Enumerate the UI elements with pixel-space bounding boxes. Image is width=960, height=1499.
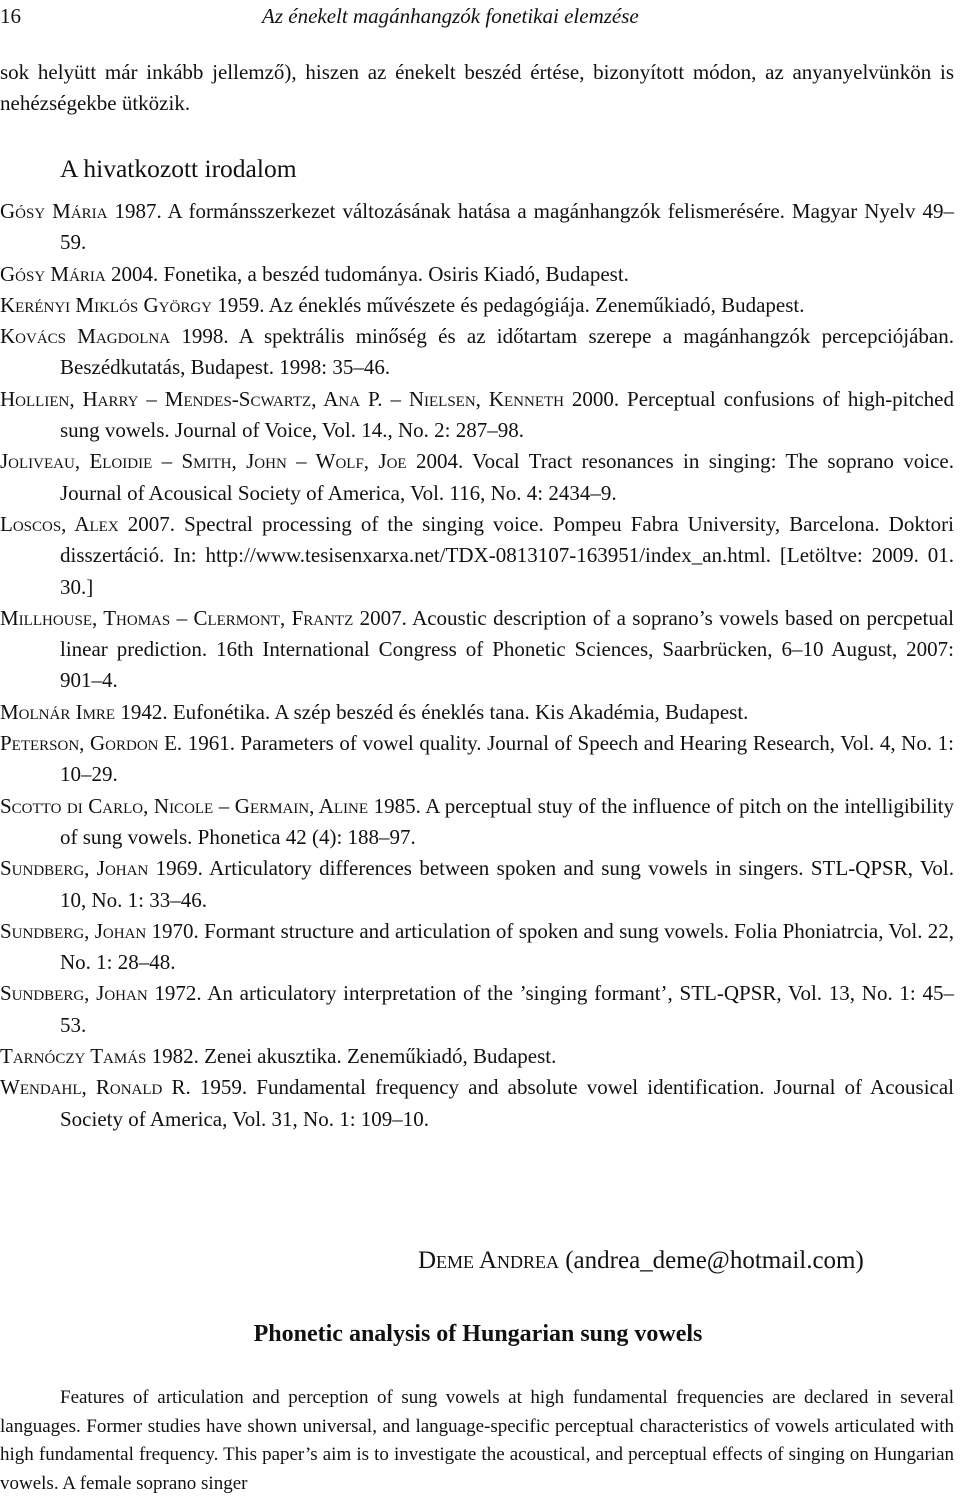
- reference-details: 1985. A perceptual stuy of the influence of pitch on the intelligibility of sung vowels. Phonetica 42 (4): 188–97.: [60, 793, 954, 849]
- reference-item: [0, 509, 954, 603]
- page-number: 16: [0, 4, 21, 28]
- reference-list: [0, 196, 954, 1135]
- reference-item: [0, 384, 954, 447]
- reference-details: 1970. Formant structure and articulation of spoken and sung vowels. Folia Phoniatrcia, Vol. 22, No. 1: 28–48.: [60, 918, 955, 975]
- reference-details: 1998. A spektrális minőség és az időtartam szerepe a magánhangzók percepciójában. Beszédkutatás, Budapest. 1998: 35–46.: [60, 324, 955, 380]
- reference-authors: Scotto di Carlo, Nicole – Germain, Aline: [0, 793, 369, 818]
- reference-authors: Sundberg, Johan: [0, 981, 148, 1006]
- reference-item: [0, 853, 954, 916]
- reference-details: 1959. Az éneklés művészete és pedagógiája. Zeneműkiadó, Budapest.: [212, 292, 805, 317]
- reference-details: 2000. Perceptual confusions of high-pitched sung vowels. Journal of Voice, Vol. 14., No. 2: 287–98.: [60, 386, 954, 443]
- reference-details: R. 1959. Fundamental frequency and absolute vowel identification. Journal of Acousical Society of America, Vol. 31, No. 1: 109–10.: [60, 1075, 954, 1131]
- running-header: [0, 2, 954, 32]
- reference-item: [0, 791, 954, 854]
- abstract-title: Phonetic analysis of Hungarian sung vowels: [253, 1321, 703, 1347]
- reference-authors: Hollien, Harry – Mendes-Scwartz, Ana P. – Nielsen, Kenneth: [0, 386, 564, 411]
- reference-details: 2004. Fonetika, a beszéd tudománya. Osiris Kiadó, Budapest.: [105, 261, 629, 286]
- reference-details: 1969. Articulatory differences between spoken and sung vowels in singers. STL-QPSR, Vol. 10, No. 1: 33–46.: [60, 856, 954, 912]
- reference-authors: Millhouse, Thomas – Clermont, Frantz: [0, 605, 354, 630]
- reference-item: [0, 978, 954, 1041]
- reference-authors: Gósy Mária: [0, 261, 106, 286]
- reference-item: [0, 196, 954, 259]
- reference-details: 1972. An articulatory interpretation of the ’singing formant’, STL-QPSR, Vol. 13, No. 1: 45–53.: [60, 981, 955, 1037]
- reference-details: 1982. Zenei akusztika. Zeneműkiadó, Budapest.: [146, 1044, 557, 1069]
- reference-details: 1987. A formánsszerkezet változásának hatása a magánhangzók felismerésére. Magyar Nyelv 49–59.: [60, 199, 954, 255]
- author-name: Deme Andrea: [418, 1247, 559, 1274]
- section-title: A hivatkozott irodalom: [60, 154, 297, 183]
- reference-item: [0, 916, 954, 979]
- reference-item: [0, 728, 954, 791]
- reference-item: [0, 321, 954, 384]
- reference-details: 1942. Eufonétika. A szép beszéd és éneklés tana. Kis Akadémia, Budapest.: [115, 699, 749, 724]
- abstract-text: Features of articulation and perception of sung vowels at high fundamental frequencies are declared in several languages. Former studies have shown universal, and language-specific perceptual characteristics of vowels articulated with high fundamental frequency. This paper’s aim is to investigate the acoustical, and perceptual effects of singing on Hungarian vowels. A female soprano singer: [0, 1387, 954, 1494]
- reference-details: E. 1961. Parameters of vowel quality. Journal of Speech and Hearing Research, Vol. 4, No. 1: 10–29.: [60, 731, 954, 787]
- reference-item: [0, 290, 954, 321]
- reference-authors: Sundberg, Johan: [0, 918, 147, 943]
- reference-item: [0, 1072, 954, 1135]
- intro-paragraph: sok helyütt már inkább jellemző), hiszen az énekelt beszéd értése, bizonyított módon, az anyanyelvünkön is nehézségekbe ütközik.: [0, 60, 954, 116]
- reference-details: 2007. Spectral processing of the singing voice. Pompeu Fabra University, Barcelona. Doktori disszertáció. In: http://www.tesisenxarxa.net/TDX-0813107-163951/index_an.html. [Letöltve: 2009. 01. 30.]: [60, 511, 954, 599]
- reference-details: 2007. Acoustic description of a soprano’s vowels based on percpetual linear prediction. 16th International Congress of Phonetic Sciences, Saarbrücken, 6–10 August, 2007: 901–4.: [60, 605, 954, 693]
- reference-authors: Loscos, Alex: [0, 511, 119, 536]
- reference-details: 2004. Vocal Tract resonances in singing: The soprano voice. Journal of Acousical Society of America, Vol. 116, No. 4: 2434–9.: [60, 449, 954, 505]
- reference-authors: Gósy Mária: [0, 199, 108, 223]
- reference-authors: Joliveau, Eloidie – Smith, John – Wolf, Joe: [0, 449, 407, 474]
- reference-authors: Tarnóczy Tamás: [0, 1044, 147, 1069]
- author-email: (andrea_deme@hotmail.com): [565, 1247, 864, 1274]
- reference-item: [0, 697, 954, 728]
- reference-authors: Peterson, Gordon: [0, 731, 159, 756]
- reference-authors: Molnár Imre: [0, 699, 116, 724]
- reference-item: [0, 1041, 954, 1072]
- reference-authors: Kovács Magdolna: [0, 324, 171, 349]
- reference-authors: Sundberg, Johan: [0, 856, 149, 881]
- reference-item: [0, 446, 954, 509]
- reference-item: [0, 603, 954, 697]
- reference-authors: Kerényi Miklós György: [0, 292, 212, 317]
- running-title: Az énekelt magánhangzók fonetikai elemzése: [262, 4, 639, 28]
- reference-authors: Wendahl, Ronald: [0, 1075, 163, 1100]
- author-signature: [418, 1245, 864, 1277]
- reference-item: [0, 259, 954, 290]
